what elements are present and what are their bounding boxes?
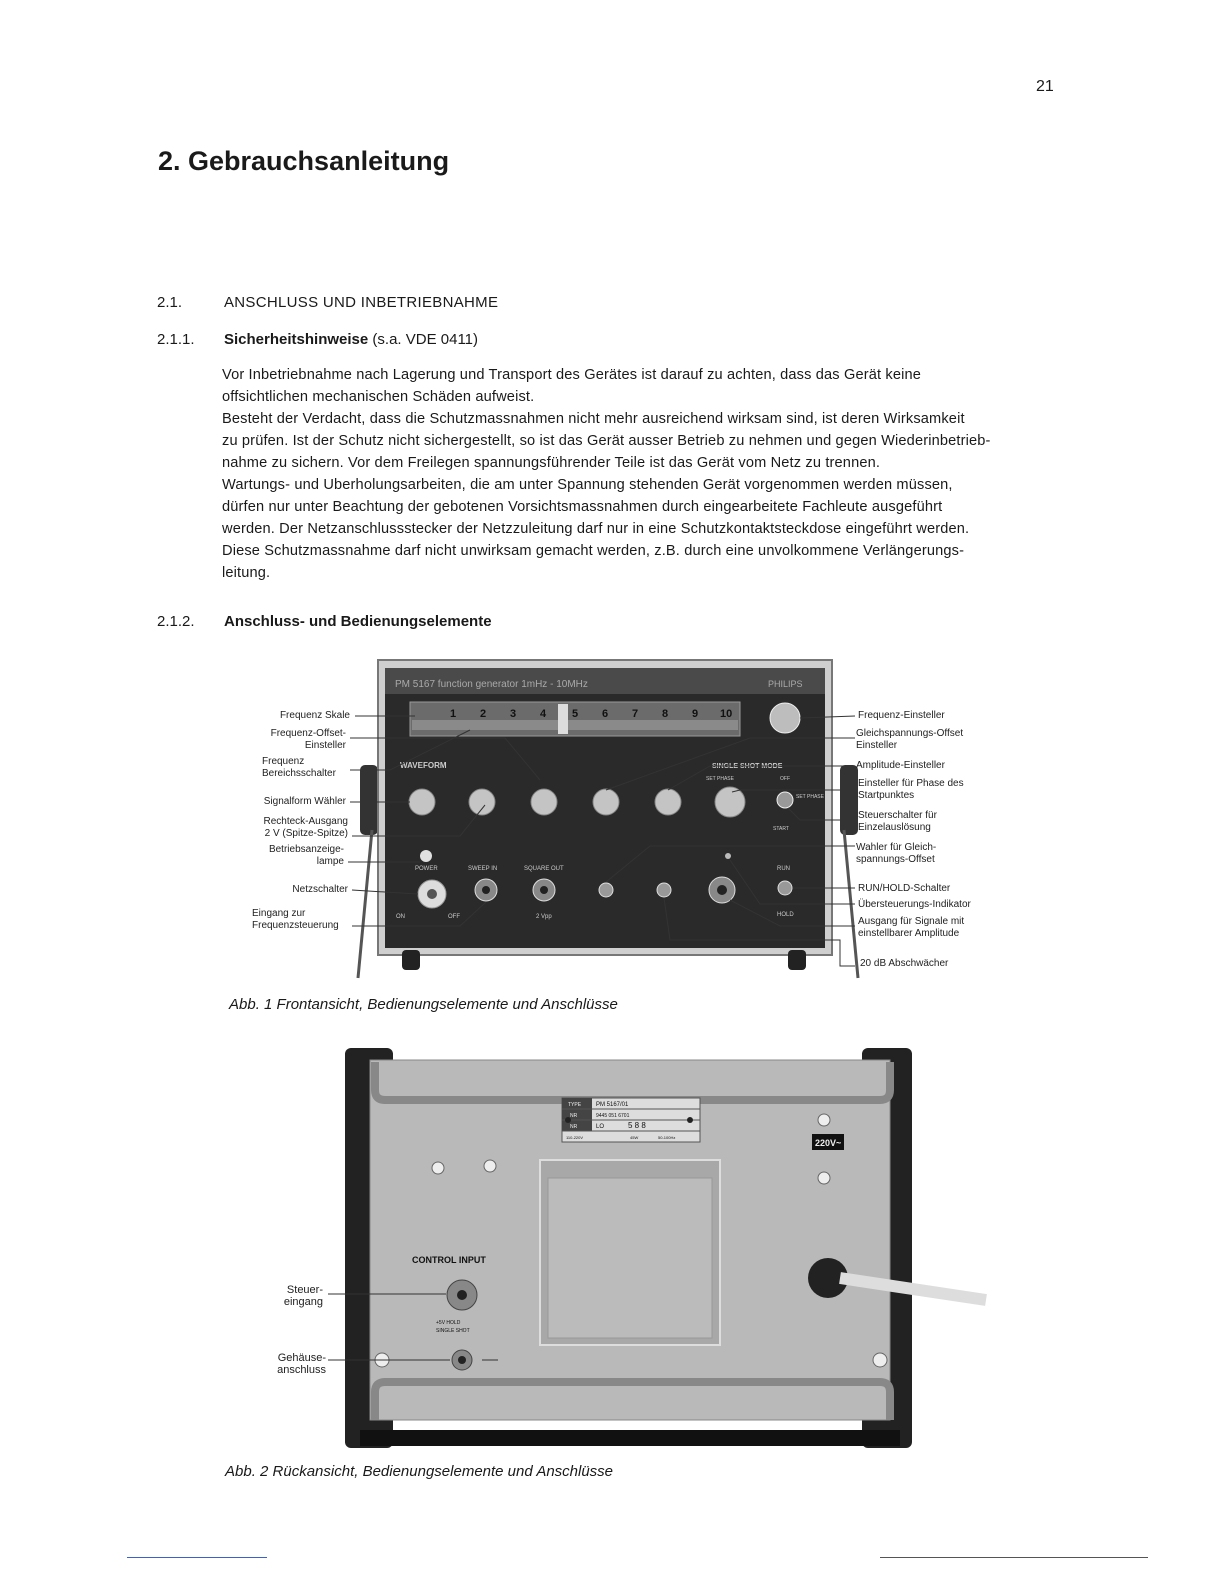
run-label: RUN (777, 866, 790, 872)
label-wahler-gleichspannung: Wahler für Gleich- spannungs-Offset (856, 842, 937, 865)
scale-tick: 5 (572, 708, 579, 720)
frequency-knob (770, 703, 800, 733)
brand-label: PHILIPS (768, 679, 803, 689)
plate-nr-value: 9445 051 6701 (596, 1113, 630, 1119)
body-line: Besteht der Verdacht, dass die Schutzmassnahmen nicht mehr ausreichend wirksam sind, ist deren Wirksamkeit (222, 411, 965, 427)
figure-rear-view (250, 1040, 1000, 1450)
scale-tick: 8 (662, 708, 669, 720)
plate-typ-value: PM 5167/01 (596, 1102, 629, 1108)
plate-rating-power: 45W (630, 1135, 639, 1140)
footer-line-left (127, 1557, 267, 1558)
section-title: ANSCHLUSS UND INBETRIEBNAHME (224, 294, 499, 311)
figure2-caption: Abb. 2 Rückansicht, Bedienungselemente und Anschlüsse (225, 1463, 614, 1480)
label-run-hold: RUN/HOLD-Schalter (858, 883, 951, 894)
label-frequenz-skale: Frequenz Skale (279, 710, 350, 721)
plate-rating-freq: 50-100Hz (658, 1135, 676, 1140)
attenuator-button (657, 883, 671, 897)
body-line: dürfen nur unter Beachtung der gebotenen Vorsichtsmassnahmen durch eingearbeitete Fachleute ausgeführt (222, 499, 943, 515)
set-label: SET PHASE (796, 794, 824, 800)
amplitude-knob (655, 789, 681, 815)
vpp-label: 2 Vpp (536, 914, 552, 920)
single-shot-label: SINGLE SHOT MODE (712, 763, 783, 770)
left-handle (360, 765, 378, 835)
subsection2-number: 2.1.2. (157, 613, 195, 630)
body-line: Vor Inbetriebnahme nach Lagerung und Transport des Gerätes ist darauf zu achten, dass das Gerät keine (222, 367, 922, 383)
off-switch-label: OFF (448, 914, 460, 920)
control-input-label: CONTROL INPUT (412, 1255, 486, 1265)
label-phase: Einsteller für Phase des Startpunktes (858, 778, 964, 801)
label-frequenz-offset: Frequenz-Offset- Einsteller (270, 728, 346, 751)
label-abschwaecher: 20 dB Abschwächer (860, 958, 949, 969)
run-hold-switch (778, 881, 792, 895)
offset-knob (531, 789, 557, 815)
plate-rating-voltage: 110-220V (566, 1135, 584, 1140)
off-label: OFF (780, 776, 790, 782)
chapter-title: 2. Gebrauchsanleitung (158, 146, 450, 176)
body-line: leitung. (222, 565, 271, 581)
label-rechteck-ausgang: Rechteck-Ausgang 2 V (Spitze-Spitze) (263, 816, 348, 839)
plate-nr-label: NR (570, 1113, 578, 1119)
label-steuerschalter: Steuerschalter für Einzelauslösung (858, 810, 937, 833)
subsection-number: 2.1.1. (157, 331, 195, 348)
scale-tick: 4 (540, 708, 547, 720)
subsection2-title: Anschluss- und Bedienungselemente (224, 613, 492, 630)
section-number: 2.1. (157, 294, 183, 311)
label-uebersteuerung: Übersteuerungs-Indikator (858, 899, 971, 910)
model-label: PM 5167 function generator 1mHz - 10MHz (395, 679, 588, 690)
label-netzschalter: Netzschalter (292, 884, 348, 895)
scale-tick: 10 (720, 708, 733, 720)
waveform-knob (409, 789, 435, 815)
hold-text: +5V HOLD (436, 1320, 461, 1326)
dc-offset-selector (599, 883, 613, 897)
label-signalform: Signalform Wähler (263, 796, 346, 807)
label-eingang-frequenzsteuerung: Eingang zur Frequenzsteuerung (252, 908, 339, 931)
subsection-title-text: Sicherheitshinweise (224, 331, 369, 348)
waveform-label: WAVEFORM (400, 761, 447, 770)
rear-panel-photo (250, 1040, 1000, 1450)
scale-tick: 1 (450, 708, 457, 720)
phase-knob (715, 787, 745, 817)
power-label: POWER (415, 866, 438, 872)
label-amplitude: Amplitude-Einsteller (856, 760, 945, 771)
plate-typ-label: TYPE (568, 1102, 582, 1108)
body-line: Diese Schutzmassnahme darf nicht unwirksam gemacht werden, z.B. durch eine unvolkommene Verlängerungs- (222, 543, 965, 559)
figure1-caption: Abb. 1 Frontansicht, Bedienungselemente und Anschlüsse (229, 996, 618, 1013)
plate-nr2-label: NR (570, 1124, 578, 1130)
figure-front-view (240, 650, 1000, 985)
label-betriebsanzeige: Betriebsanzeige- lampe (268, 844, 344, 867)
scale-tick: 9 (692, 708, 699, 720)
right-handle (840, 765, 858, 835)
on-label: ON (396, 914, 405, 920)
range-knob (469, 789, 495, 815)
label-frequenz-einsteller: Frequenz-Einsteller (858, 710, 945, 721)
plate-nr2-value2: 5 8 8 (628, 1121, 646, 1130)
single-shot-switch (777, 792, 793, 808)
body-line: offsichtlichen mechanischen Schäden aufweist. (222, 389, 535, 405)
voltage-badge-text: 220V~ (815, 1138, 842, 1148)
label-gleichspannungs-offset: Gleichspannungs-Offset Einsteller (856, 728, 964, 751)
label-ausgang: Ausgang für Signale mit einstellbarer Amplitude (858, 916, 965, 939)
single-shot-text: SINGLE SHOT (436, 1328, 470, 1334)
scale-tick: 3 (510, 708, 517, 720)
footer-line-right (880, 1557, 1148, 1558)
subsection-note: (s.a. VDE 0411) (372, 331, 479, 348)
safety-text (222, 364, 1102, 584)
set-phase-label: SET PHASE (706, 776, 734, 782)
label-steuereingang: Steuer- eingang (283, 1284, 323, 1308)
square-out-label: SQUARE OUT (524, 866, 564, 872)
scale-tick: 6 (602, 708, 609, 720)
body-line: zu prüfen. Ist der Schutz nicht sichergestellt, so ist das Gerät ausser Betrieb zu nehmen und gegen Wiederinbetrieb- (222, 433, 991, 449)
label-bereichsschalter: Frequenz Bereichsschalter (262, 756, 336, 779)
plate-nr2-value1: LO (596, 1124, 605, 1130)
label-gehaeuseanschluss: Gehäuse- anschluss (277, 1352, 326, 1376)
hold-label: HOLD (777, 912, 794, 918)
dc-offset-knob (593, 789, 619, 815)
start-label: START (773, 826, 789, 832)
body-line: Wartungs- und Uberholungsarbeiten, die am unter Spannung stehenden Gerät vorgenommen werden müssen, (222, 477, 953, 493)
power-lamp (420, 850, 432, 862)
scale-tick: 7 (632, 708, 639, 720)
body-line: nahme zu sichern. Vor dem Freilegen spannungsführender Teile ist das Gerät vom Netz zu trennen. (222, 455, 881, 471)
binding-marks (55, 0, 85, 1584)
page-number: 21 (1036, 78, 1054, 95)
scale-tick: 2 (480, 708, 487, 720)
overload-indicator (725, 853, 731, 859)
body-line: werden. Der Netzanschlussstecker der Netzzuleitung darf nur in eine Schutzkontaktsteckdose eingeführt werden. (222, 521, 970, 537)
subsection-title (224, 331, 478, 348)
sweep-in-label: SWEEP IN (468, 866, 498, 872)
